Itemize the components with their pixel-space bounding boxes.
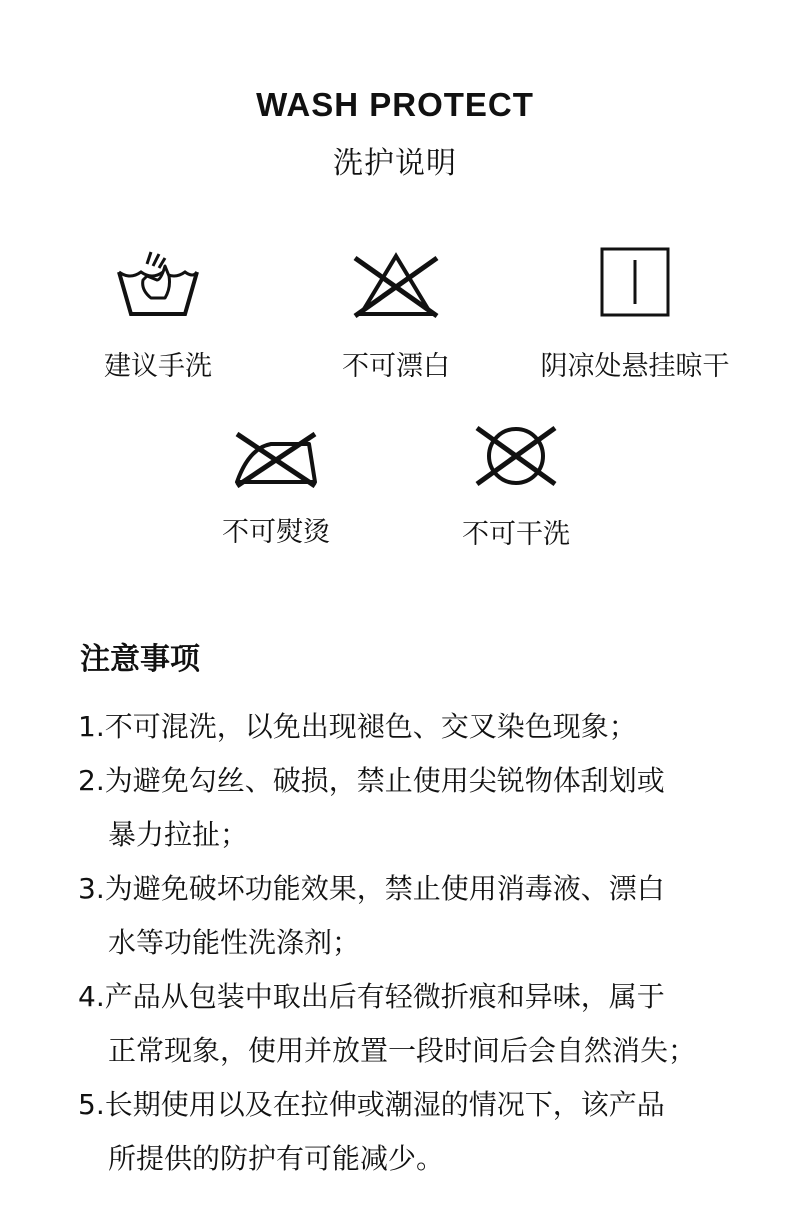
note-item	[78, 970, 758, 1078]
note-line: 3.为避免破坏功能效果，禁止使用消毒液、漂白	[78, 872, 665, 905]
care-symbol-no-bleach	[286, 250, 506, 383]
note-line: 所提供的防护有可能减少。	[108, 1142, 445, 1175]
note-line: 水等功能性洗涤剂；	[108, 926, 361, 959]
note-line: 暴力拉扯；	[108, 818, 249, 851]
note-item	[78, 1078, 758, 1186]
no-dry-clean-label: 不可干洗	[462, 519, 570, 550]
note-line: 5.长期使用以及在拉伸或潮湿的情况下，该产品	[78, 1088, 665, 1121]
care-symbol-line-dry-shade	[525, 246, 745, 383]
note-line: 2.为避免勾丝、破损，禁止使用尖锐物体刮划或	[78, 764, 665, 797]
note-line: 4.产品从包装中取出后有轻微折痕和异味，属于	[78, 980, 665, 1013]
line-dry-shade-label: 阴凉处悬挂晾干	[540, 351, 730, 382]
hand-wash-icon	[113, 250, 203, 322]
hand-wash-label: 建议手洗	[104, 351, 212, 382]
note-line: 1.不可混洗，以免出现褪色、交叉染色现象；	[78, 710, 637, 743]
note-line: 正常现象，使用并放置一段时间后会自然消失；	[108, 1034, 697, 1067]
page-subtitle: 洗护说明	[333, 146, 457, 181]
care-symbol-hand-wash	[48, 250, 268, 383]
notes-list	[78, 700, 758, 1186]
no-bleach-icon	[351, 250, 441, 322]
notes-title: 注意事项	[80, 642, 200, 677]
line-dry-shade-icon	[599, 246, 671, 318]
note-item	[78, 700, 758, 754]
page-title: WASH PROTECT	[256, 86, 534, 123]
note-item	[78, 862, 758, 970]
care-symbol-no-iron	[166, 428, 386, 549]
no-iron-icon	[231, 428, 321, 488]
no-dry-clean-icon	[471, 424, 561, 488]
note-item	[78, 754, 758, 862]
care-symbol-no-dry-clean	[406, 424, 626, 551]
no-iron-label: 不可熨烫	[222, 517, 330, 548]
no-bleach-label: 不可漂白	[342, 351, 450, 382]
